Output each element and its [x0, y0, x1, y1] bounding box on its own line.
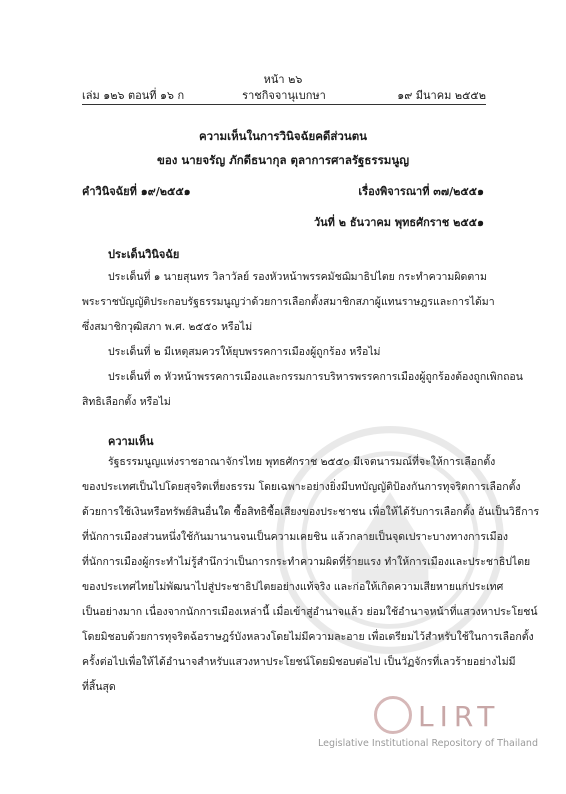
ruling-date: วันที่ ๒ ธันวาคม พุทธศักราช ๒๕๕๑	[313, 216, 484, 229]
opinion-line: ของประเทศเป็นไปโดยสุจริตเที่ยงธรรม โดยเฉพาะอย่างยิ่งมีบทบัญญัติป้องกันการทุจริตการเลือกตั้ง	[82, 481, 521, 493]
volume-issue: เล่ม ๑๒๖ ตอนที่ ๑๖ ก	[82, 89, 185, 102]
issue-3	[82, 365, 523, 415]
issue-1	[82, 265, 495, 340]
issue-1-line: ซึ่งสมาชิกวุฒิสภา พ.ศ. ๒๕๕๐ หรือไม่	[82, 321, 253, 333]
issue-2-line: ประเด็นที่ ๒ มีเหตุสมควรให้ยุบพรรคการเมืองผู้ถูกร้อง หรือไม่	[108, 346, 381, 358]
opinion-line: ของประเทศไทยไม่พัฒนาไปสู่ประชาธิปไตยอย่างแท้จริง และก่อให้เกิดความเสียหายแก่ประเทศ	[82, 581, 504, 593]
issue-1-line: ประเด็นที่ ๑ นายสุนทร วิลาวัลย์ รองหัวหน้าพรรคมัชฌิมาธิปไตย กระทำความผิดตาม	[108, 271, 487, 283]
opinion-line: ที่สิ้นสุด	[82, 681, 116, 693]
gazette-name: ราชกิจจานุเบกษา	[242, 89, 326, 102]
issue-1-line: พระราชบัญญัติประกอบรัฐธรรมนูญว่าด้วยการเลือกตั้งสมาชิกสภาผู้แทนราษฎรและการได้มา	[82, 296, 495, 308]
page-number: หน้า ๒๖	[263, 73, 303, 86]
issue-3-line: ประเด็นที่ ๓ หัวหน้าพรรคการเมืองและกรรมการบริหารพรรคการเมืองผู้ถูกร้องต้องถูกเพิกถอน	[108, 371, 523, 383]
lirt-logo-ring	[374, 696, 412, 734]
lirt-subtitle: Legislative Institutional Repository of Thailand	[318, 738, 538, 749]
opinion-line: ที่นักการเมืองส่วนหนึ่งใช้กันมานานจนเป็นความเคยชิน แล้วกลายเป็นจุดเปราะบางทางการเมือง	[82, 531, 509, 543]
opinion-heading: ความเห็น	[108, 435, 154, 448]
opinion-line: ด้วยการใช้เงินหรือทรัพย์สินอื่นใด ซื้อสิทธิซื้อเสียงของประชาชน เพื่อให้ได้รับการเลือกตั้ง อันเป็นวิธีการ	[82, 506, 540, 518]
gazette-header	[82, 86, 486, 102]
issues-heading: ประเด็นวินิจฉัย	[108, 248, 180, 261]
case-number: เรื่องพิจารณาที่ ๓๗/๒๕๕๑	[358, 185, 484, 198]
document-author: ของ นายจรัญ ภักดีธนากุล ตุลาการศาลรัฐธรรมนูญ	[156, 153, 410, 167]
document-title: ความเห็นในการวินิจฉัยคดีส่วนตน	[198, 129, 368, 143]
opinion-line: ที่นักการเมืองผู้กระทำไม่รู้สำนึกว่าเป็นการกระทำความผิดที่ร้ายแรง ทำให้การเมืองและประชาธิปไตย	[82, 556, 531, 568]
issue-3-line: สิทธิเลือกตั้ง หรือไม่	[82, 396, 171, 408]
opinion-line: โดยมิชอบด้วยการทุจริตฉ้อราษฎร์บังหลวงโดยไม่มีความละอาย เพื่อเตรียมไว้สำหรับใช้ในการเลือกตั้ง	[82, 631, 534, 643]
ruling-number: คำวินิจฉัยที่ ๑๙/๒๕๕๑	[82, 185, 191, 198]
opinion-line: รัฐธรรมนูญแห่งราชอาณาจักรไทย พุทธศักราช ๒๕๕๐ มีเจตนารมณ์ที่จะให้การเลือกตั้ง	[108, 456, 496, 468]
header-divider	[82, 104, 486, 105]
gazette-date: ๑๙ มีนาคม ๒๕๕๒	[397, 89, 486, 102]
issue-2	[82, 340, 486, 365]
opinion-line: เป็นอย่างมาก เนื่องจากนักการเมืองเหล่านี้ เมื่อเข้าสู่อำนาจแล้ว ย่อมใช้อำนาจหน้าที่แสวงหาประโยชน์	[82, 606, 538, 618]
parliament-emblem-watermark	[270, 420, 510, 660]
opinion-line: ครั้งต่อไปเพื่อให้ได้อำนาจสำหรับแสวงหาประโยชน์โดยมิชอบต่อไป เป็นวัฏจักรที่เลวร้ายอย่างไม่มี	[82, 656, 516, 668]
lirt-logo-text: LIRT	[418, 700, 501, 733]
